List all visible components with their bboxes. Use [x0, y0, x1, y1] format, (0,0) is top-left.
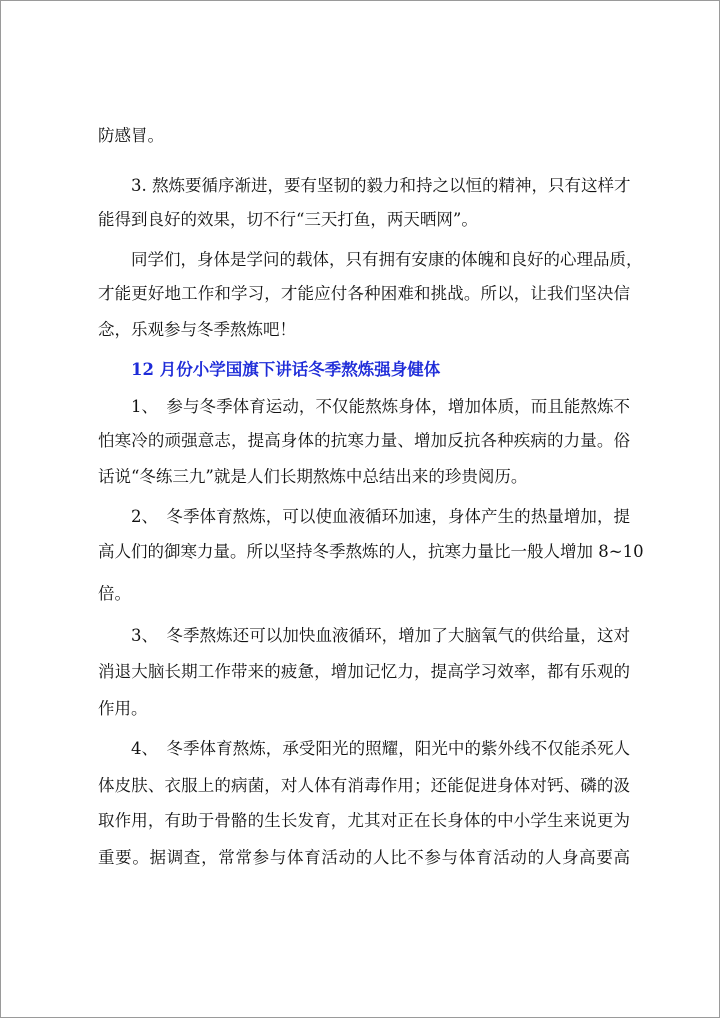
list-item-line: 4、 冬季体育熬炼，承受阳光的照耀，阳光中的紫外线不仅能杀死人	[131, 739, 630, 758]
list-item-line: 取作用，有助于骨骼的生长发育，尤其对正在长身体的中小学生来说更为	[98, 811, 630, 830]
list-item-line: 倍。	[98, 584, 131, 603]
list-item-line: 消退大脑长期工作带来的疲惫，增加记忆力，提高学习效率，都有乐观的	[98, 662, 630, 681]
list-item-line: 话说“冬练三九”就是人们长期熬炼中总结出来的珍贵阅历。	[98, 467, 528, 486]
list-item-line: 体皮肤、衣服上的病菌，对人体有消毒作用；还能促进身体对钙、磷的汲	[98, 776, 630, 795]
list-item-line: 重要。据调查，常常参与体育活动的人比不参与体育活动的人身高要高	[98, 848, 630, 867]
list-item-line: 2、 冬季体育熬炼，可以使血液循环加速，身体产生的热量增加，提	[131, 507, 630, 526]
paragraph-line: 防感冒。	[98, 126, 164, 145]
paragraph-line: 3. 熬炼要循序渐进，要有坚韧的毅力和持之以恒的精神，只有这样才	[131, 176, 631, 195]
list-item-line: 怕寒冷的顽强意志，提高身体的抗寒力量、增加反抗各种疾病的力量。俗	[98, 431, 630, 450]
paragraph-line: 能得到良好的效果，切不行“三天打鱼，两天晒网”。	[98, 210, 478, 229]
list-item-line: 1、 参与冬季体育运动，不仅能熬炼身体，增加体质，而且能熬炼不	[131, 397, 630, 416]
list-item-line: 作用。	[98, 699, 148, 718]
paragraph-line: 才能更好地工作和学习，才能应付各种困难和挑战。所以，让我们坚决信	[98, 284, 630, 303]
list-item-line: 高人们的御寒力量。所以坚持冬季熬炼的人，抗寒力量比一般人增加 8~10	[98, 542, 644, 561]
paragraph-line: 同学们，身体是学问的载体，只有拥有安康的体魄和良好的心理品质，	[131, 250, 643, 269]
list-item-line: 3、 冬季熬炼还可以加快血液循环，增加了大脑氧气的供给量，这对	[131, 626, 630, 645]
paragraph-line: 念，乐观参与冬季熬炼吧！	[98, 320, 296, 339]
section-heading: 12 月份小学国旗下讲话冬季熬炼强身健体	[131, 360, 441, 379]
